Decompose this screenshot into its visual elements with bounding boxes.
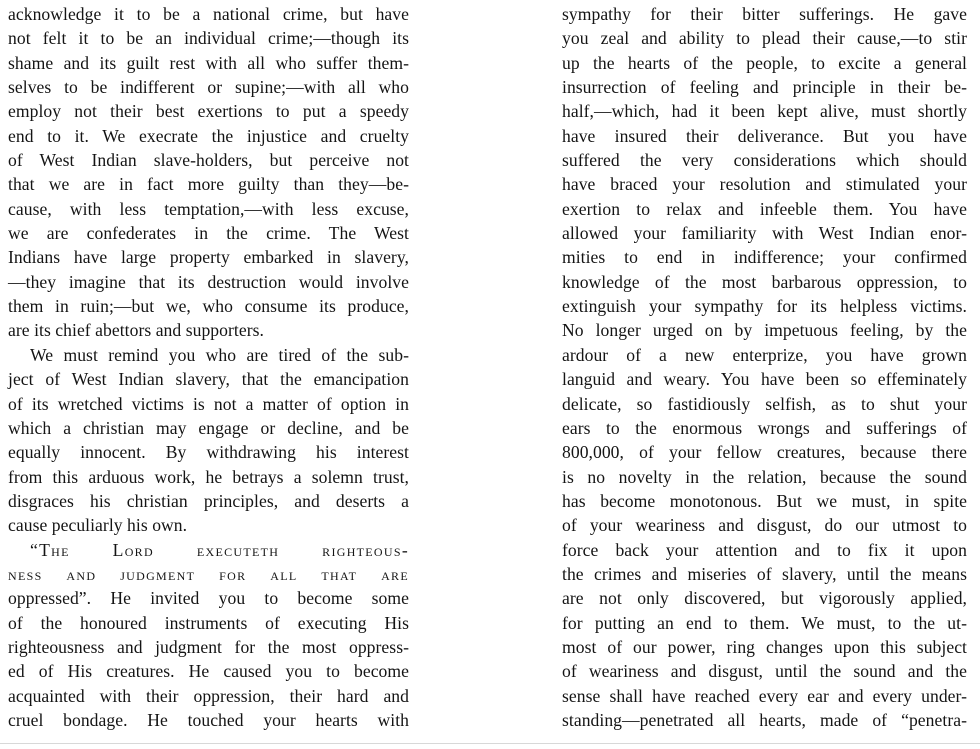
text-line: has become monotonous. But we must, in spite [562,490,967,511]
text-line: acknowledge it to be a national crime, but have [8,4,409,24]
text-line: —they imagine that its destruction would involve [8,271,409,292]
text-line: oppressed”. He invited you to become some [8,588,409,609]
text-line: are not only discovered, but vigorously applied, [562,588,967,609]
text-line: ardour of a new enterprize, you have grown [562,344,967,365]
text-line: of the honoured instruments of executing His [8,612,409,633]
right-text-column [562,2,967,732]
text-line: “The Lord executeth righteous- [30,539,409,560]
text-line: cause peculiarly his own. [8,515,188,536]
text-line: extinguish your sympathy for its helpless victims. [562,296,967,317]
text-line: we are confederates in the crime. The West [8,223,409,244]
text-line: shame and its guilt rest with all who suffer them- [8,52,409,73]
text-line: standing—penetrated all hearts, made of “penetra- [562,709,967,730]
text-line: end to it. We execrate the injustice and cruelty [8,125,409,146]
text-line: not felt it to be an individual crime;—though its [8,28,409,49]
text-line: that we are in fact more guilty than they—be- [8,174,409,195]
text-line: exertion to relax and infeeble them. You have [562,198,967,219]
text-line: have braced your resolution and stimulated your [562,174,967,195]
text-line: cause, with less temptation,—with less excuse, [8,198,409,219]
text-line: them in ruin;—but we, who consume its produce, [8,296,409,317]
text-line: mities to end in indifference; your confirmed [562,247,967,268]
text-line: 800,000, of your fellow creatures, because there [562,442,967,463]
left-text-column [8,2,409,732]
text-line: employ not their best exertions to put a speedy [8,101,409,122]
text-line: of West Indian slave-holders, but perceive not [8,150,409,171]
text-line: Indians have large property embarked in slavery, [8,247,409,268]
text-line: sense shall have reached every ear and every under- [562,685,967,706]
text-line: most of our power, ring changes upon this subject [562,636,967,657]
bottom-edge [0,743,980,744]
text-line: you zeal and ability to plead their cause,—to stir [562,28,967,49]
text-line: suffered the very considerations which should [562,150,967,171]
text-line: cruel bondage. He touched your hearts with [8,709,409,730]
text-line: of its wretched victims is not a matter of option in [8,393,409,414]
text-line: force back your attention and to fix it upon [562,539,967,560]
text-line: which a christian may engage or decline, and be [8,417,409,438]
text-line: have insured their deliverance. But you have [562,125,967,146]
text-line: delicate, so fastidiously selfish, as to shut your [562,393,967,414]
text-line: acquainted with their oppression, their hard and [8,685,409,706]
text-line: righteousness and judgment for the most oppress- [8,636,409,657]
text-line: languid and weary. You have been so effeminately [562,369,967,390]
text-line: ness and judgment for all that are [8,563,409,584]
text-line: of your weariness and disgust, do our utmost to [562,515,967,536]
text-line: insurrection of feeling and principle in their be- [562,77,967,98]
text-line: ject of West Indian slavery, that the emancipation [8,369,409,390]
text-line: are its chief abettors and supporters. [8,320,264,341]
text-line: up the hearts of the people, to excite a general [562,52,967,73]
text-line: selves to be indifferent or supine;—with all who [8,77,409,98]
text-line: sympathy for their bitter sufferings. He gave [562,4,967,24]
text-line: half,—which, had it been kept alive, must shortly [562,101,967,122]
text-line: No longer urged on by impetuous feeling, by the [562,320,967,341]
text-line: equally innocent. By withdrawing his interest [8,442,409,463]
text-line: ed of His creatures. He caused you to become [8,661,409,682]
text-line: is no novelty in the relation, because the sound [562,466,967,487]
text-line: the crimes and miseries of slavery, until the means [562,563,967,584]
text-line: of weariness and disgust, until the sound and the [562,661,967,682]
text-line: disgraces his christian principles, and deserts a [8,490,409,511]
text-line: We must remind you who are tired of the sub- [30,344,409,365]
text-line: knowledge of the most barbarous oppression, to [562,271,967,292]
text-line: for putting an end to them. We must, to the ut- [562,612,967,633]
text-line: allowed your familiarity with West Indian enor- [562,223,967,244]
text-line: ears to the enormous wrongs and sufferings of [562,417,967,438]
text-line: from this arduous work, he betrays a solemn trust, [8,466,409,487]
